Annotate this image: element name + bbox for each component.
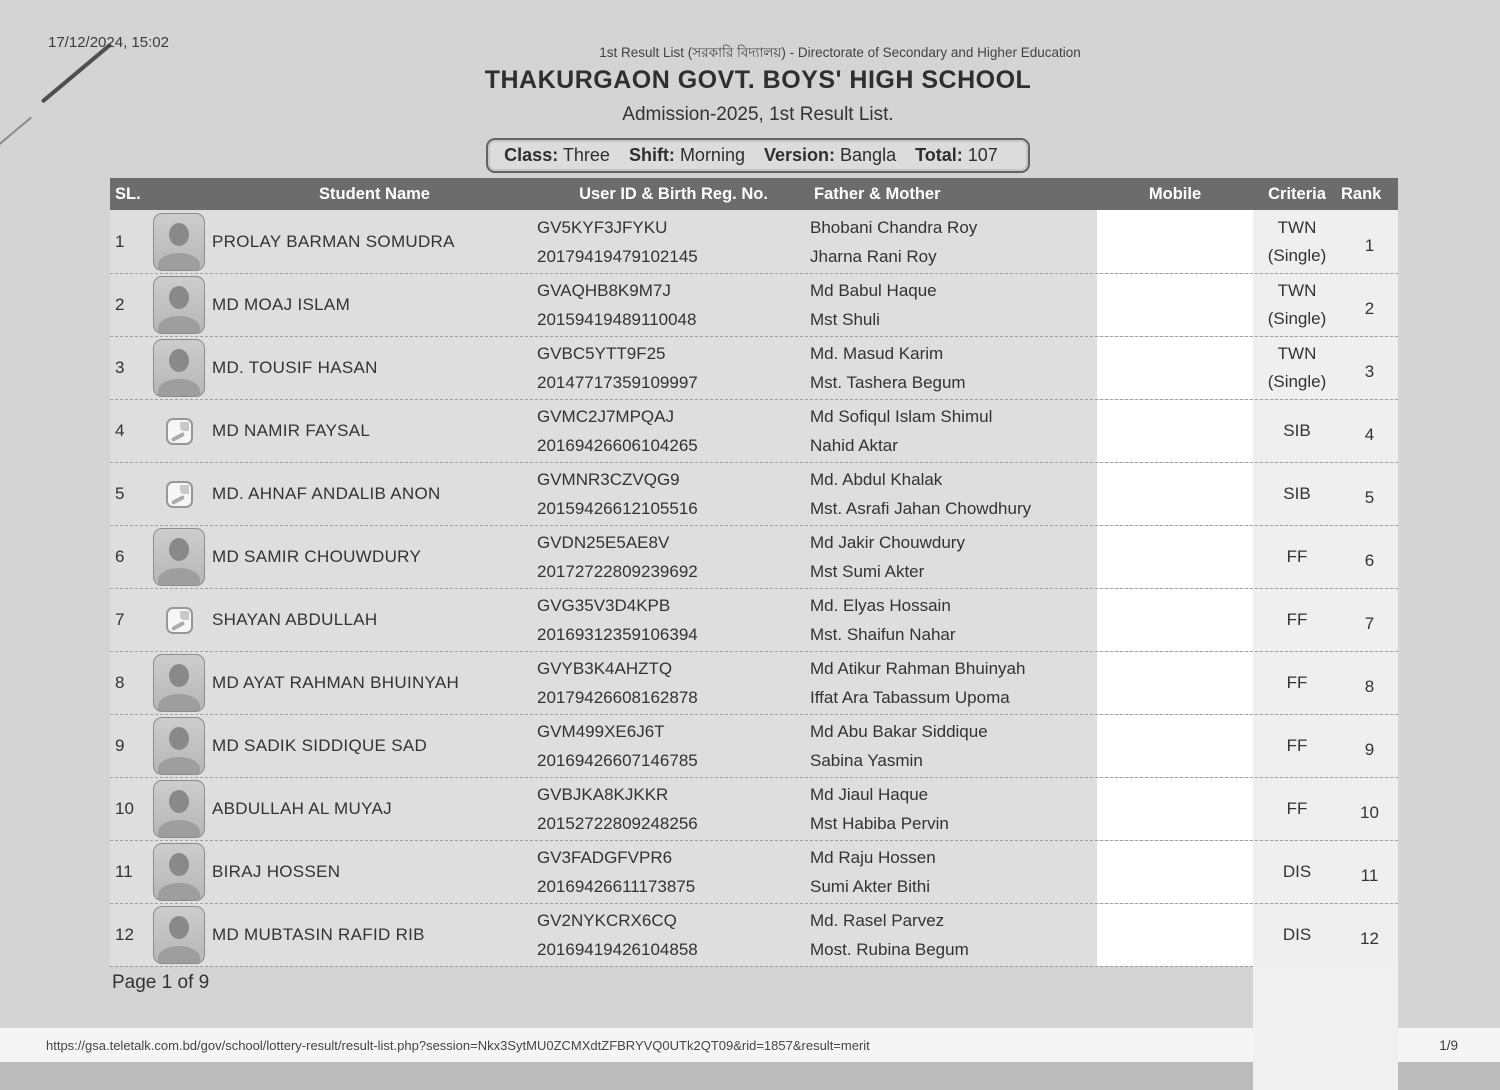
mobile-cell xyxy=(1097,589,1253,651)
birth-reg-no: 20169312359106394 xyxy=(537,625,698,644)
class-info-row xyxy=(8,138,1500,173)
student-name: MD SADIK SIDDIQUE SAD xyxy=(212,736,428,755)
parents-cell xyxy=(810,526,1097,588)
student-name: MD. AHNAF ANDALIB ANON xyxy=(212,484,441,503)
photo-cell xyxy=(146,210,212,273)
mobile-cell xyxy=(1097,652,1253,714)
student-name: MD MOAJ ISLAM xyxy=(212,295,351,314)
page-number-text: Page 1 of 9 xyxy=(112,972,210,993)
rank-cell: 4 xyxy=(1341,400,1398,462)
column-header-criteria: Criteria xyxy=(1268,185,1326,203)
mother-name: Mst Habiba Pervin xyxy=(810,814,949,833)
user-id: GV2NYKCRX6CQ xyxy=(537,911,677,930)
user-id: GV5KYF3JFYKU xyxy=(537,217,668,237)
class-info-box xyxy=(486,138,1030,173)
column-header-rank: Rank xyxy=(1341,185,1382,203)
student-photo xyxy=(166,418,193,445)
photo-cell xyxy=(146,841,212,903)
mobile-cell xyxy=(1097,841,1253,903)
photo-cell xyxy=(146,715,212,777)
userid-cell xyxy=(537,778,810,840)
serial-number: 7 xyxy=(115,610,125,629)
parents-cell xyxy=(810,652,1097,714)
column-header-photo xyxy=(146,178,212,210)
userid-cell xyxy=(537,904,810,966)
userid-cell xyxy=(537,337,810,399)
student-name: SHAYAN ABDULLAH xyxy=(212,610,378,629)
criteria-cell: FF xyxy=(1253,715,1341,777)
table-row xyxy=(110,588,1398,651)
father-name: Md. Abdul Khalak xyxy=(810,470,943,489)
serial-number: 2 xyxy=(115,295,125,314)
rank-cell: 12 xyxy=(1341,904,1398,966)
mother-name: Sabina Yasmin xyxy=(810,751,923,770)
student-photo xyxy=(153,339,205,397)
parents-cell xyxy=(810,463,1097,525)
photo-cell xyxy=(146,652,212,714)
table-row xyxy=(110,714,1398,777)
mother-name: Mst Shuli xyxy=(810,310,880,329)
criteria-cell: DIS xyxy=(1253,904,1341,966)
criteria-cell: FF xyxy=(1253,589,1341,651)
mother-name: Mst. Shaifun Nahar xyxy=(810,625,956,644)
parents-cell xyxy=(810,589,1097,651)
rank-cell: 6 xyxy=(1341,526,1398,588)
birth-reg-no: 20159426612105516 xyxy=(537,499,698,518)
photo-cell xyxy=(146,274,212,336)
mother-name: Mst. Asrafi Jahan Chowdhury xyxy=(810,499,1032,518)
table-row xyxy=(110,840,1398,903)
table-row xyxy=(110,777,1398,840)
user-id: GVMNR3CZVQG9 xyxy=(537,470,680,489)
class-value: Three xyxy=(562,145,610,165)
column-header-userid: User ID & Birth Reg. No. xyxy=(579,185,768,203)
serial-number: 4 xyxy=(115,421,125,440)
user-id: GVDN25E5AE8V xyxy=(537,533,670,552)
rank-cell: 11 xyxy=(1341,841,1398,903)
table-row xyxy=(110,210,1398,273)
birth-reg-no: 20169426606104265 xyxy=(537,436,698,455)
user-id: GVM499XE6J6T xyxy=(537,722,665,741)
mother-name: Mst. Tashera Begum xyxy=(810,373,966,392)
father-name: Md Abu Bakar Siddique xyxy=(810,722,988,741)
rank-cell: 5 xyxy=(1341,463,1398,525)
mobile-cell xyxy=(1097,400,1253,462)
table-row xyxy=(110,273,1398,336)
father-name: Bhobani Chandra Roy xyxy=(810,217,978,237)
student-photo xyxy=(153,528,205,586)
father-name: Md Atikur Rahman Bhuinyah xyxy=(810,659,1026,678)
parents-cell xyxy=(810,400,1097,462)
serial-number: 6 xyxy=(115,547,125,566)
father-name: Md Jakir Chouwdury xyxy=(810,533,965,552)
table-row xyxy=(110,462,1398,525)
table-row xyxy=(110,336,1398,399)
student-name: MD SAMIR CHOUWDURY xyxy=(212,547,422,566)
student-name: MD MUBTASIN RAFID RIB xyxy=(212,925,425,944)
father-name: Md Raju Hossen xyxy=(810,848,936,867)
father-name: Md. Masud Karim xyxy=(810,344,944,363)
table-row xyxy=(110,399,1398,462)
mobile-cell xyxy=(1097,778,1253,840)
userid-cell xyxy=(537,210,810,273)
serial-number: 3 xyxy=(115,358,125,377)
birth-reg-no: 20179419479102145 xyxy=(537,246,698,266)
birth-reg-no: 20159419489110048 xyxy=(537,310,697,329)
criteria-cell: TWN (Single) xyxy=(1253,274,1341,336)
father-name: Md Babul Haque xyxy=(810,281,937,300)
student-name: MD NAMIR FAYSAL xyxy=(212,421,371,440)
version-label: Version: xyxy=(763,145,836,165)
scan-white-strip xyxy=(1253,966,1398,1090)
photo-cell xyxy=(146,337,212,399)
user-id: GVG35V3D4KPB xyxy=(537,596,671,615)
mother-name: Most. Rubina Begum xyxy=(810,940,969,959)
mother-name: Nahid Aktar xyxy=(810,436,898,455)
photo-cell xyxy=(146,904,212,966)
mother-name: Jharna Rani Roy xyxy=(810,246,937,266)
userid-cell xyxy=(537,463,810,525)
student-photo xyxy=(166,607,193,634)
version-value: Bangla xyxy=(840,145,897,165)
print-timestamp: 17/12/2024, 15:02 xyxy=(48,34,169,51)
mother-name: Sumi Akter Bithi xyxy=(810,877,930,896)
table-row xyxy=(110,903,1398,966)
criteria-cell: FF xyxy=(1253,526,1341,588)
student-photo xyxy=(153,906,205,964)
rank-cell: 10 xyxy=(1341,778,1398,840)
birth-reg-no: 20169426607146785 xyxy=(537,751,698,770)
criteria-cell: FF xyxy=(1253,652,1341,714)
photo-cell xyxy=(146,400,212,462)
rank-cell: 7 xyxy=(1341,589,1398,651)
photo-cell xyxy=(146,463,212,525)
parents-cell xyxy=(810,210,1097,273)
birth-reg-no: 20172722809239692 xyxy=(537,562,698,581)
column-header-parents: Father & Mother xyxy=(814,185,941,203)
birth-reg-no: 20179426608162878 xyxy=(537,688,698,707)
userid-cell xyxy=(537,841,810,903)
source-url: https://gsa.teletalk.com.bd/gov/school/lottery-result/result-list.php?session=Nkx3SytMU0ZCMXdtZFBRYVQ0UTk2QT09&rid=1857&result=merit xyxy=(46,1037,870,1053)
rank-cell: 9 xyxy=(1341,715,1398,777)
mobile-cell xyxy=(1097,904,1253,966)
serial-number: 9 xyxy=(115,736,125,755)
serial-number: 8 xyxy=(115,673,125,692)
student-photo xyxy=(153,213,205,271)
student-photo xyxy=(153,717,205,775)
parents-cell xyxy=(810,841,1097,903)
shift-value: Morning xyxy=(679,145,745,165)
table-header-row xyxy=(110,178,1398,210)
serial-number: 10 xyxy=(115,799,134,818)
userid-cell xyxy=(537,274,810,336)
userid-cell xyxy=(537,526,810,588)
school-title: THAKURGAON GOVT. BOYS' HIGH SCHOOL xyxy=(484,66,1032,94)
userid-cell xyxy=(537,589,810,651)
criteria-cell: DIS xyxy=(1253,841,1341,903)
userid-cell xyxy=(537,652,810,714)
class-label: Class: xyxy=(504,145,559,165)
user-id: GVAQHB8K9M7J xyxy=(537,281,671,300)
rank-cell: 3 xyxy=(1341,337,1398,399)
parents-cell xyxy=(810,715,1097,777)
father-name: Md. Elyas Hossain xyxy=(810,596,951,615)
table-row xyxy=(110,525,1398,588)
table-row xyxy=(110,651,1398,714)
page-indicator: 1/9 xyxy=(1439,1037,1458,1053)
photo-cell xyxy=(146,778,212,840)
user-id: GVMC2J7MPQAJ xyxy=(537,407,674,426)
serial-number: 11 xyxy=(115,862,133,881)
criteria-cell: TWN (Single) xyxy=(1253,210,1341,273)
photo-cell xyxy=(146,526,212,588)
serial-number: 12 xyxy=(115,925,134,944)
birth-reg-no: 20152722809248256 xyxy=(537,814,698,833)
student-photo xyxy=(153,276,205,334)
mobile-cell xyxy=(1097,715,1253,777)
student-name: PROLAY BARMAN SOMUDRA xyxy=(212,231,455,251)
mobile-cell xyxy=(1097,337,1253,399)
admission-subtitle: Admission-2025, 1st Result List. xyxy=(622,104,894,125)
mother-name: Iffat Ara Tabassum Upoma xyxy=(810,688,1010,707)
parents-cell xyxy=(810,904,1097,966)
parents-cell xyxy=(810,274,1097,336)
column-header-name: Student Name xyxy=(319,185,430,203)
student-photo xyxy=(153,780,205,838)
column-header-sl: SL. xyxy=(115,185,141,203)
mobile-cell xyxy=(1097,526,1253,588)
student-name: ABDULLAH AL MUYAJ xyxy=(212,799,392,818)
serial-number: 1 xyxy=(115,231,125,251)
father-name: Md Sofiqul Islam Shimul xyxy=(810,407,993,426)
student-name: MD AYAT RAHMAN BHUINYAH xyxy=(212,673,460,692)
rank-cell: 8 xyxy=(1341,652,1398,714)
mother-name: Mst Sumi Akter xyxy=(810,562,925,581)
birth-reg-no: 20169419426104858 xyxy=(537,940,698,959)
serial-number: 5 xyxy=(115,484,125,503)
student-photo xyxy=(153,843,205,901)
rank-cell: 1 xyxy=(1341,210,1398,273)
table-body xyxy=(110,210,1398,967)
parents-cell xyxy=(810,778,1097,840)
criteria-cell: TWN (Single) xyxy=(1253,337,1341,399)
father-name: Md Jiaul Haque xyxy=(810,785,929,804)
mobile-cell xyxy=(1097,274,1253,336)
criteria-cell: SIB xyxy=(1253,463,1341,525)
total-value: 107 xyxy=(967,145,998,165)
student-photo xyxy=(153,654,205,712)
userid-cell xyxy=(537,715,810,777)
criteria-cell: FF xyxy=(1253,778,1341,840)
column-header-mobile: Mobile xyxy=(1148,185,1202,203)
rank-cell: 2 xyxy=(1341,274,1398,336)
result-table xyxy=(110,178,1398,967)
birth-reg-no: 20169426611173875 xyxy=(537,877,696,896)
mobile-cell xyxy=(1097,463,1253,525)
shift-label: Shift: xyxy=(628,145,675,165)
user-id: GVYB3K4AHZTQ xyxy=(537,659,673,678)
birth-reg-no: 20147717359109997 xyxy=(537,373,698,392)
criteria-cell: SIB xyxy=(1253,400,1341,462)
father-name: Md. Rasel Parvez xyxy=(810,911,945,930)
user-id: GV3FADGFVPR6 xyxy=(537,848,673,867)
user-id: GVBJKA8KJKKR xyxy=(537,785,669,804)
photo-cell xyxy=(146,589,212,651)
parents-cell xyxy=(810,337,1097,399)
student-photo xyxy=(166,481,193,508)
document-header-line: 1st Result List (সরকারি বিদ্যালয়) - Directorate of Secondary and Higher Education xyxy=(599,45,1081,60)
userid-cell xyxy=(537,400,810,462)
student-name: BIRAJ HOSSEN xyxy=(212,862,341,881)
student-name: MD. TOUSIF HASAN xyxy=(212,358,378,377)
total-label: Total: xyxy=(915,145,963,165)
user-id: GVBC5YTT9F25 xyxy=(537,344,666,363)
mobile-cell xyxy=(1097,210,1253,273)
